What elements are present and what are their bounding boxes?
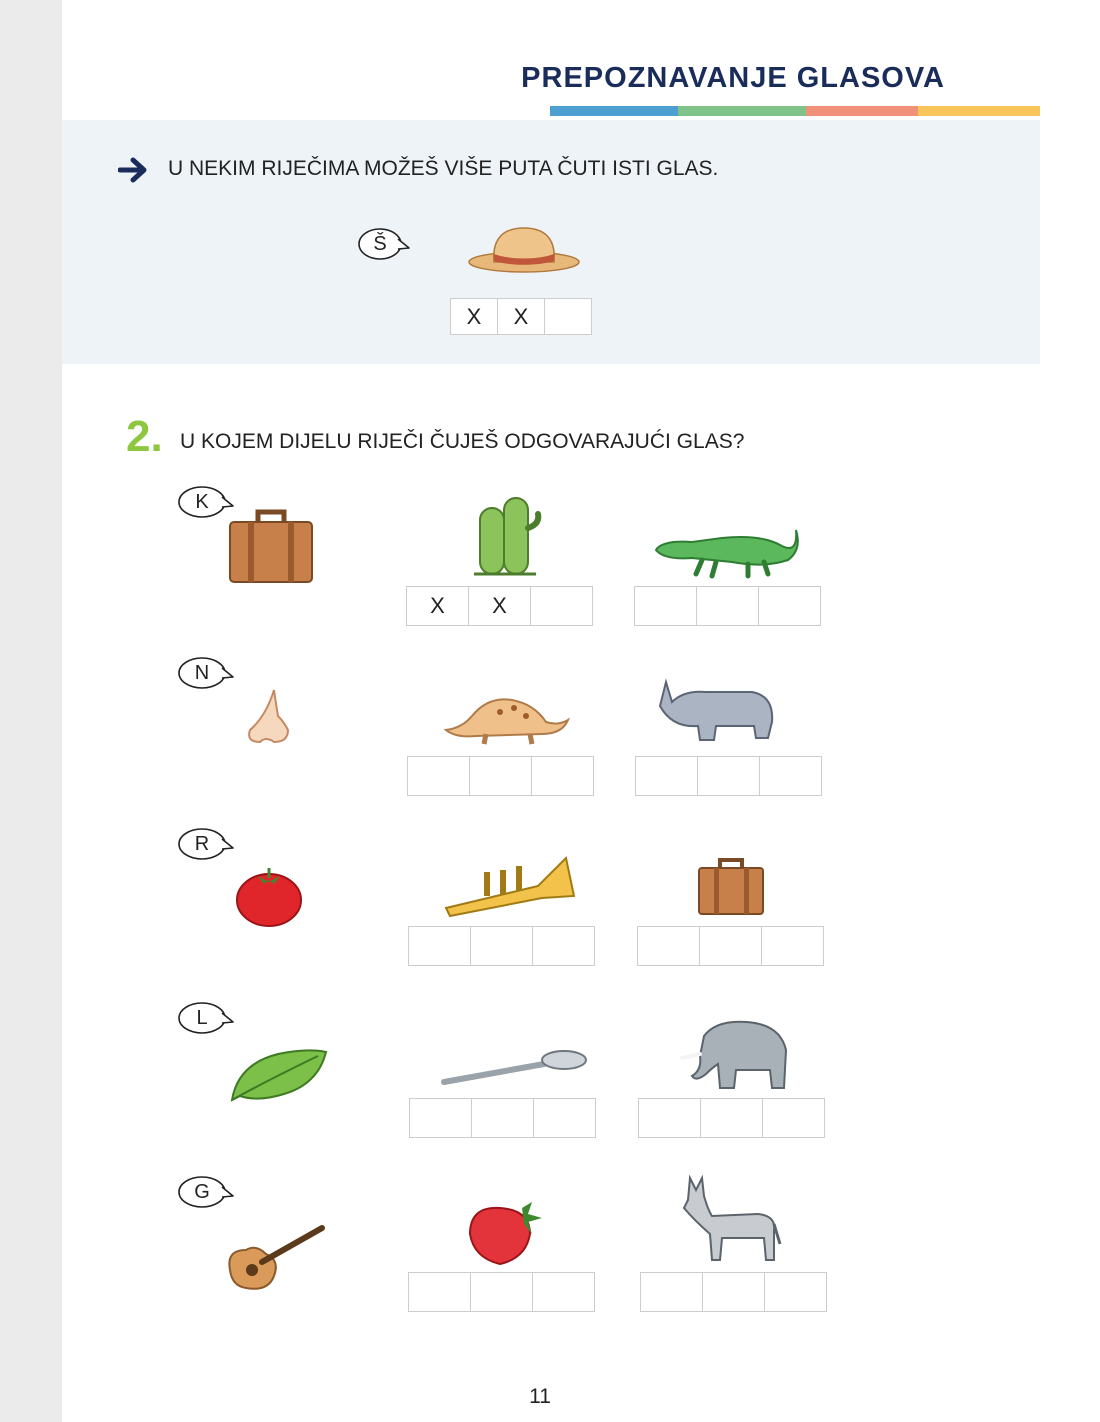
sound-bubble <box>176 1000 236 1036</box>
answer-box[interactable] <box>758 586 821 626</box>
page-title: PREPOZNAVANJE GLASOVA <box>521 62 945 94</box>
answer-box[interactable] <box>702 1272 765 1312</box>
leaf-icon <box>228 1044 330 1104</box>
answer-boxes <box>637 926 824 966</box>
answer-box[interactable] <box>408 926 471 966</box>
trumpet-icon <box>442 850 578 920</box>
sound-letter: K <box>195 490 209 513</box>
answer-box[interactable] <box>697 756 760 796</box>
answer-box[interactable]: X <box>468 586 531 626</box>
answer-box[interactable] <box>531 756 594 796</box>
crocodile-icon <box>652 516 802 580</box>
answer-box[interactable] <box>409 1098 472 1138</box>
answer-box[interactable] <box>759 756 822 796</box>
answer-boxes <box>638 1098 825 1138</box>
suitcase-icon <box>696 856 766 916</box>
title-stripe-blue <box>550 106 678 116</box>
answer-box[interactable] <box>762 1098 825 1138</box>
title-stripe-red <box>806 106 918 116</box>
answer-boxes <box>408 1272 595 1312</box>
answer-boxes <box>406 586 593 626</box>
sound-bubble <box>356 226 412 262</box>
spoon-icon <box>440 1048 588 1088</box>
answer-boxes <box>640 1272 827 1312</box>
hat-icon <box>466 222 582 274</box>
answer-boxes <box>635 756 822 796</box>
cactus-icon <box>470 494 546 578</box>
answer-box[interactable] <box>530 586 593 626</box>
intro-answer-boxes <box>450 298 592 335</box>
answer-box[interactable] <box>408 1272 471 1312</box>
answer-box[interactable] <box>470 1272 533 1312</box>
sound-bubble <box>176 655 236 691</box>
answer-box[interactable] <box>699 926 762 966</box>
answer-boxes <box>409 1098 596 1138</box>
sound-bubble <box>176 826 236 862</box>
answer-box[interactable] <box>532 1272 595 1312</box>
exercise-question: U KOJEM DIJELU RIJEČI ČUJEŠ ODGOVARAJUĆI GLAS? <box>180 430 745 453</box>
strawberry-icon <box>466 1200 546 1266</box>
suitcase-icon <box>226 508 316 586</box>
answer-box[interactable] <box>700 1098 763 1138</box>
rhinoceros-icon <box>656 676 778 746</box>
donkey-icon <box>678 1174 782 1264</box>
answer-box[interactable]: X <box>497 298 545 335</box>
sound-letter: G <box>194 1180 210 1203</box>
answer-box[interactable]: X <box>450 298 498 335</box>
title-stripe-green <box>678 106 806 116</box>
answer-box[interactable] <box>471 1098 534 1138</box>
answer-box[interactable] <box>533 1098 596 1138</box>
answer-box[interactable] <box>635 756 698 796</box>
answer-box[interactable]: X <box>406 586 469 626</box>
sound-letter: R <box>194 832 210 855</box>
answer-boxes <box>408 926 595 966</box>
answer-box[interactable] <box>696 586 759 626</box>
answer-boxes <box>634 586 821 626</box>
answer-box[interactable] <box>407 756 470 796</box>
right-arrow-icon <box>118 155 150 185</box>
sound-letter: N <box>194 661 210 684</box>
elephant-icon <box>676 1016 792 1092</box>
dinosaur-icon <box>442 690 572 746</box>
tomato-icon <box>234 866 304 928</box>
answer-box[interactable] <box>544 298 592 335</box>
answer-box[interactable] <box>532 926 595 966</box>
answer-box[interactable] <box>640 1272 703 1312</box>
answer-box[interactable] <box>469 756 532 796</box>
page-gutter <box>0 0 62 1422</box>
page-number: 11 <box>529 1385 551 1408</box>
nose-icon <box>244 686 294 748</box>
answer-box[interactable] <box>634 586 697 626</box>
guitar-icon <box>222 1220 334 1294</box>
answer-box[interactable] <box>761 926 824 966</box>
answer-box[interactable] <box>638 1098 701 1138</box>
sound-letter: L <box>196 1006 208 1029</box>
sound-bubble <box>176 1174 236 1210</box>
answer-boxes <box>407 756 594 796</box>
intro-instruction: U NEKIM RIJEČIMA MOŽEŠ VIŠE PUTA ČUTI ISTI GLAS. <box>168 157 719 180</box>
sound-letter: Š <box>373 232 387 255</box>
title-stripe-yellow <box>918 106 1040 116</box>
answer-box[interactable] <box>470 926 533 966</box>
answer-box[interactable] <box>637 926 700 966</box>
answer-box[interactable] <box>764 1272 827 1312</box>
exercise-number: 2. <box>126 412 163 461</box>
